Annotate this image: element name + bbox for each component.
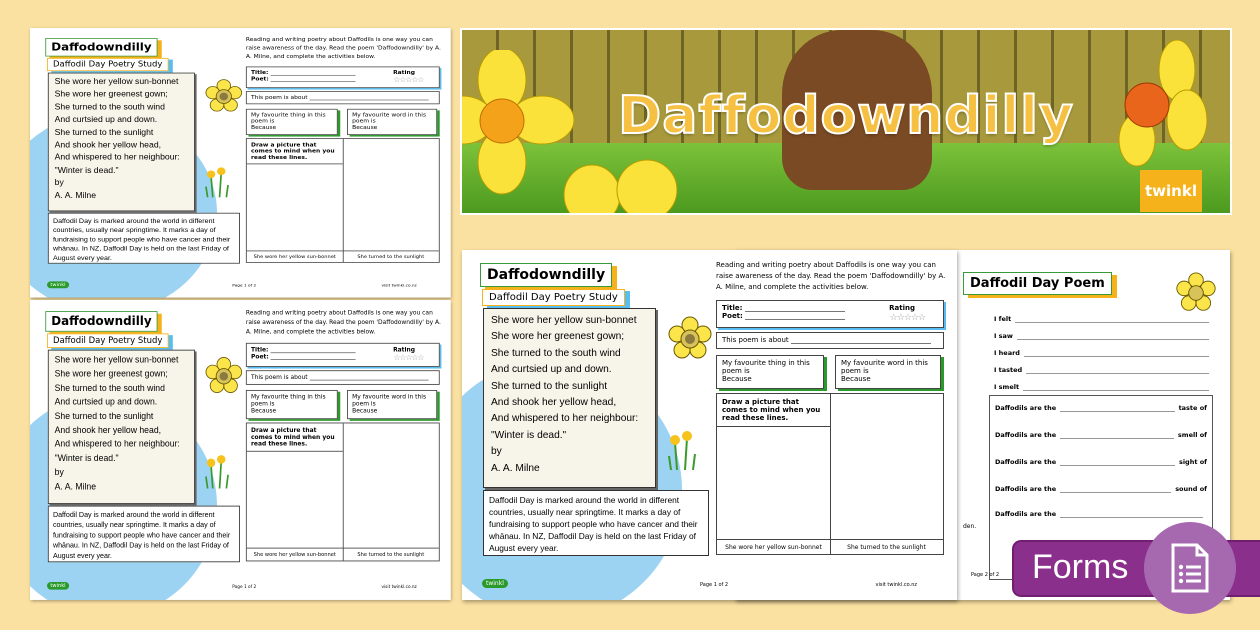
daffodil-bottom-icon — [562, 150, 682, 215]
favourite-word-label: My favourite word in this poem is — [841, 359, 928, 375]
about-input[interactable] — [310, 374, 429, 381]
favourite-word-label: My favourite word in this poem is — [352, 393, 427, 408]
poem-line: She turned to the south wind — [491, 347, 621, 359]
sense-row[interactable]: I tasted — [994, 366, 1209, 374]
twinkl-logo: twinkl — [1140, 170, 1202, 212]
poem-line: She turned to the south wind — [54, 383, 165, 394]
poet-input[interactable] — [271, 353, 356, 360]
draw-prompt: Draw a picture that comes to mind when you read these lines. — [722, 398, 821, 422]
poem-line: And curtsied up and down. — [54, 397, 158, 408]
title-poet-box — [246, 343, 440, 367]
footer-url: visit twinkl.co.nz — [875, 582, 917, 588]
poem-author: A. A. Milne — [54, 191, 97, 201]
drawing-grid — [716, 393, 944, 555]
title-input[interactable] — [270, 346, 355, 353]
drawing-grid — [246, 423, 440, 562]
favourite-word-box — [835, 355, 941, 389]
favourite-thing-box — [716, 355, 824, 389]
footer-url: visit twinkl.co.nz — [381, 584, 417, 590]
poem-line: She wore her greenest gown; — [491, 331, 625, 343]
worksheet-subtitle: Daffodil Day Poetry Study — [47, 333, 168, 348]
poem-line: And whispered to her neighbour: — [491, 413, 639, 425]
poem-line: She turned to the sunlight — [54, 411, 154, 422]
worksheet-subtitle: Daffodil Day Poetry Study — [482, 289, 625, 306]
drawing-grid — [246, 138, 440, 263]
sense-row[interactable]: I saw — [994, 332, 1209, 340]
poem-by: by — [491, 446, 502, 458]
small-daffodils-icon — [204, 454, 230, 488]
intro-text: Reading and writing poetry about Daffodils is one way you can raise awareness of the day. Read the poem 'Daffodowndilly' by A. A. Milne, and complete the activities below. — [245, 309, 441, 336]
draw-prompt: Draw a picture that comes to mind when you read these lines. — [251, 141, 335, 161]
rating-label: Rating — [393, 346, 416, 354]
because-label: Because — [841, 375, 871, 383]
frame-row[interactable]: Daffodils are the sight of — [995, 458, 1207, 466]
title-label: Title: — [722, 304, 743, 312]
frame-row[interactable]: Daffodils are the sound of — [995, 485, 1207, 493]
poem-author: A. A. Milne — [491, 462, 540, 474]
poem-line: And curtsied up and down. — [491, 364, 612, 376]
sense-row[interactable]: I heard — [994, 349, 1209, 357]
daffodil-icon — [204, 357, 243, 396]
title-poet-box — [716, 300, 944, 328]
because-label: Because — [352, 407, 378, 414]
poet-label: Poet: — [251, 353, 269, 360]
because-label: Because — [352, 124, 378, 131]
drawing-area[interactable] — [830, 426, 943, 540]
favourite-word-box — [347, 109, 437, 135]
favourite-thing-label: My favourite thing in this poem is — [722, 359, 810, 375]
poem-box — [483, 308, 656, 488]
favourite-thing-label: My favourite thing in this poem is — [251, 111, 326, 125]
poem-line: And shook her yellow head, — [54, 141, 162, 150]
title-poet-box — [246, 67, 440, 89]
caption-left: She wore her yellow sun-bonnet — [725, 544, 822, 551]
poem-line: She wore her yellow sun-bonnet — [54, 78, 179, 87]
poem-box — [48, 350, 195, 504]
drawing-area[interactable] — [247, 164, 343, 252]
twinkl-logo: twinkl — [482, 579, 508, 588]
twinkl-logo: twinkl — [47, 582, 69, 590]
forms-badge[interactable] — [1012, 540, 1260, 597]
about-box — [246, 370, 440, 385]
poem-line: And whispered to her neighbour: — [54, 153, 180, 163]
poem-line: She turned to the south wind — [54, 103, 165, 112]
because-label: Because — [251, 124, 277, 131]
rating-label: Rating — [393, 69, 416, 76]
poet-input[interactable] — [745, 312, 845, 320]
poet-label: Poet: — [251, 75, 269, 82]
rating-stars[interactable]: ☆☆☆☆☆ — [393, 353, 424, 363]
text-fragment: den. — [963, 523, 977, 530]
poem-line: "Winter is dead." — [54, 454, 119, 464]
poem-line: She wore her yellow sun-bonnet — [491, 315, 637, 326]
about-box — [716, 332, 944, 349]
rating-label: Rating — [889, 304, 915, 312]
worksheet-preview-1 — [30, 28, 451, 298]
poem-line: And whispered to her neighbour: — [54, 440, 180, 450]
caption-left: She wore her yellow sun-bonnet — [253, 551, 336, 558]
favourite-word-label: My favourite word in this poem is — [352, 111, 427, 125]
favourite-thing-label: My favourite thing in this poem is — [251, 393, 326, 408]
because-label: Because — [722, 375, 752, 383]
favourite-thing-box — [246, 390, 338, 419]
title-banner — [460, 28, 1232, 215]
about-label: This poem is about — [251, 94, 308, 101]
worksheet-subtitle: Daffodil Day Poetry Study — [47, 58, 168, 71]
because-label: Because — [251, 407, 277, 414]
daffodil-icon — [1175, 272, 1217, 314]
page-number: Page 2 of 2 — [971, 572, 1000, 578]
worksheet-title: Daffodowndilly — [480, 263, 612, 287]
favourite-word-box — [347, 390, 437, 419]
worksheet-title: Daffodowndilly — [45, 38, 157, 56]
rating-stars[interactable]: ☆☆☆☆☆ — [393, 76, 424, 85]
poem-box — [48, 73, 195, 212]
poem-line: And curtsied up and down. — [54, 115, 158, 125]
favourite-thing-box — [246, 109, 338, 135]
description-box: Daffodil Day is marked around the world in different countries, usually near springtime. It marks a day of fundraising to support people who have cancer and their whānau. In NZ, Daffodil Day is held on the last Friday of August every year. — [48, 213, 240, 264]
caption-right: She turned to the sunlight — [357, 551, 425, 558]
poem-line: She turned to the sunlight — [491, 380, 608, 392]
daffodil-icon — [667, 316, 713, 362]
worksheet-title: Daffodowndilly — [45, 311, 157, 332]
poem-line: She wore her yellow sun-bonnet — [54, 355, 179, 366]
sense-row[interactable]: I smelt — [994, 383, 1209, 391]
poem-line: She wore her greenest gown; — [54, 369, 168, 380]
intro-text: Reading and writing poetry about Daffodils is one way you can raise awareness of the day. Read the poem 'Daffodowndilly' by A. A. Milne, and complete the activities below. — [245, 36, 441, 60]
about-input[interactable] — [791, 336, 931, 344]
caption-right: She turned to the sunlight — [847, 544, 926, 551]
description-box: Daffodil Day is marked around the world in different countries, usually near springtime. It marks a day of fundraising to support people who have cancer and their whānau. In NZ, Daffodil Day is held on the last Friday of August every year. — [48, 506, 240, 563]
page-number: Page 1 of 2 — [232, 584, 257, 590]
page2-title: Daffodil Day Poem — [963, 272, 1112, 295]
drawing-area[interactable] — [247, 451, 343, 549]
daffodil-icon — [204, 79, 243, 114]
caption-left: She wore her yellow sun-bonnet — [253, 254, 336, 260]
draw-prompt: Draw a picture that comes to mind when you read these lines. — [251, 426, 335, 448]
poem-author: A. A. Milne — [54, 482, 97, 492]
poem-line: "Winter is dead." — [491, 429, 567, 441]
poet-input[interactable] — [271, 76, 356, 82]
drawing-area[interactable] — [343, 451, 439, 549]
poem-line: And shook her yellow head, — [54, 426, 162, 436]
title-label: Title: — [251, 346, 269, 354]
rating-stars[interactable]: ☆☆☆☆☆ — [889, 313, 925, 323]
poem-line: "Winter is dead." — [54, 166, 119, 175]
title-input[interactable] — [745, 304, 845, 312]
twinkl-logo: twinkl — [47, 281, 69, 288]
frame-row[interactable]: Daffodils are the — [995, 510, 1207, 518]
footer-url: visit twinkl.co.nz — [381, 283, 417, 289]
forms-label: Forms — [1032, 548, 1129, 586]
about-label: This poem is about — [251, 373, 308, 381]
poem-line: She turned to the sunlight — [54, 128, 154, 138]
banner-title: Daffodowndilly — [618, 86, 1074, 146]
about-label: This poem is about — [722, 336, 789, 344]
poem-by: by — [54, 468, 64, 478]
poem-line: And shook her yellow head, — [491, 397, 617, 409]
drawing-area[interactable] — [717, 426, 830, 540]
drawing-area[interactable] — [343, 164, 439, 252]
title-label: Title: — [251, 69, 269, 76]
frame-row[interactable]: Daffodils are the taste of — [995, 404, 1207, 412]
worksheet-preview-2 — [30, 300, 451, 600]
caption-right: She turned to the sunlight — [357, 254, 425, 260]
worksheet-page-1 — [462, 250, 957, 600]
description-box: Daffodil Day is marked around the world in different countries, usually near springtime. It marks a day of fundraising to support people who have cancer and their whānau. In NZ, Daffodil Day is held on the last Friday of August every year. — [483, 490, 709, 556]
page-number: Page 1 of 2 — [232, 283, 257, 289]
poem-by: by — [54, 179, 64, 188]
page-number: Page 1 of 2 — [700, 582, 729, 588]
about-input[interactable] — [310, 94, 429, 100]
sense-row[interactable]: I felt — [994, 315, 1209, 323]
poet-label: Poet: — [722, 312, 743, 320]
small-daffodils-icon — [667, 430, 697, 470]
frame-row[interactable]: Daffodils are the smell of — [995, 431, 1207, 439]
about-box — [246, 91, 440, 104]
google-forms-icon — [1144, 522, 1236, 614]
small-daffodils-icon — [204, 167, 230, 198]
poem-line: She wore her greenest gown; — [54, 90, 168, 100]
intro-text: Reading and writing poetry about Daffodils is one way you can raise awareness of the day. Read the poem 'Daffodowndilly' by A. A. Milne, and complete the activities below. — [716, 261, 946, 291]
